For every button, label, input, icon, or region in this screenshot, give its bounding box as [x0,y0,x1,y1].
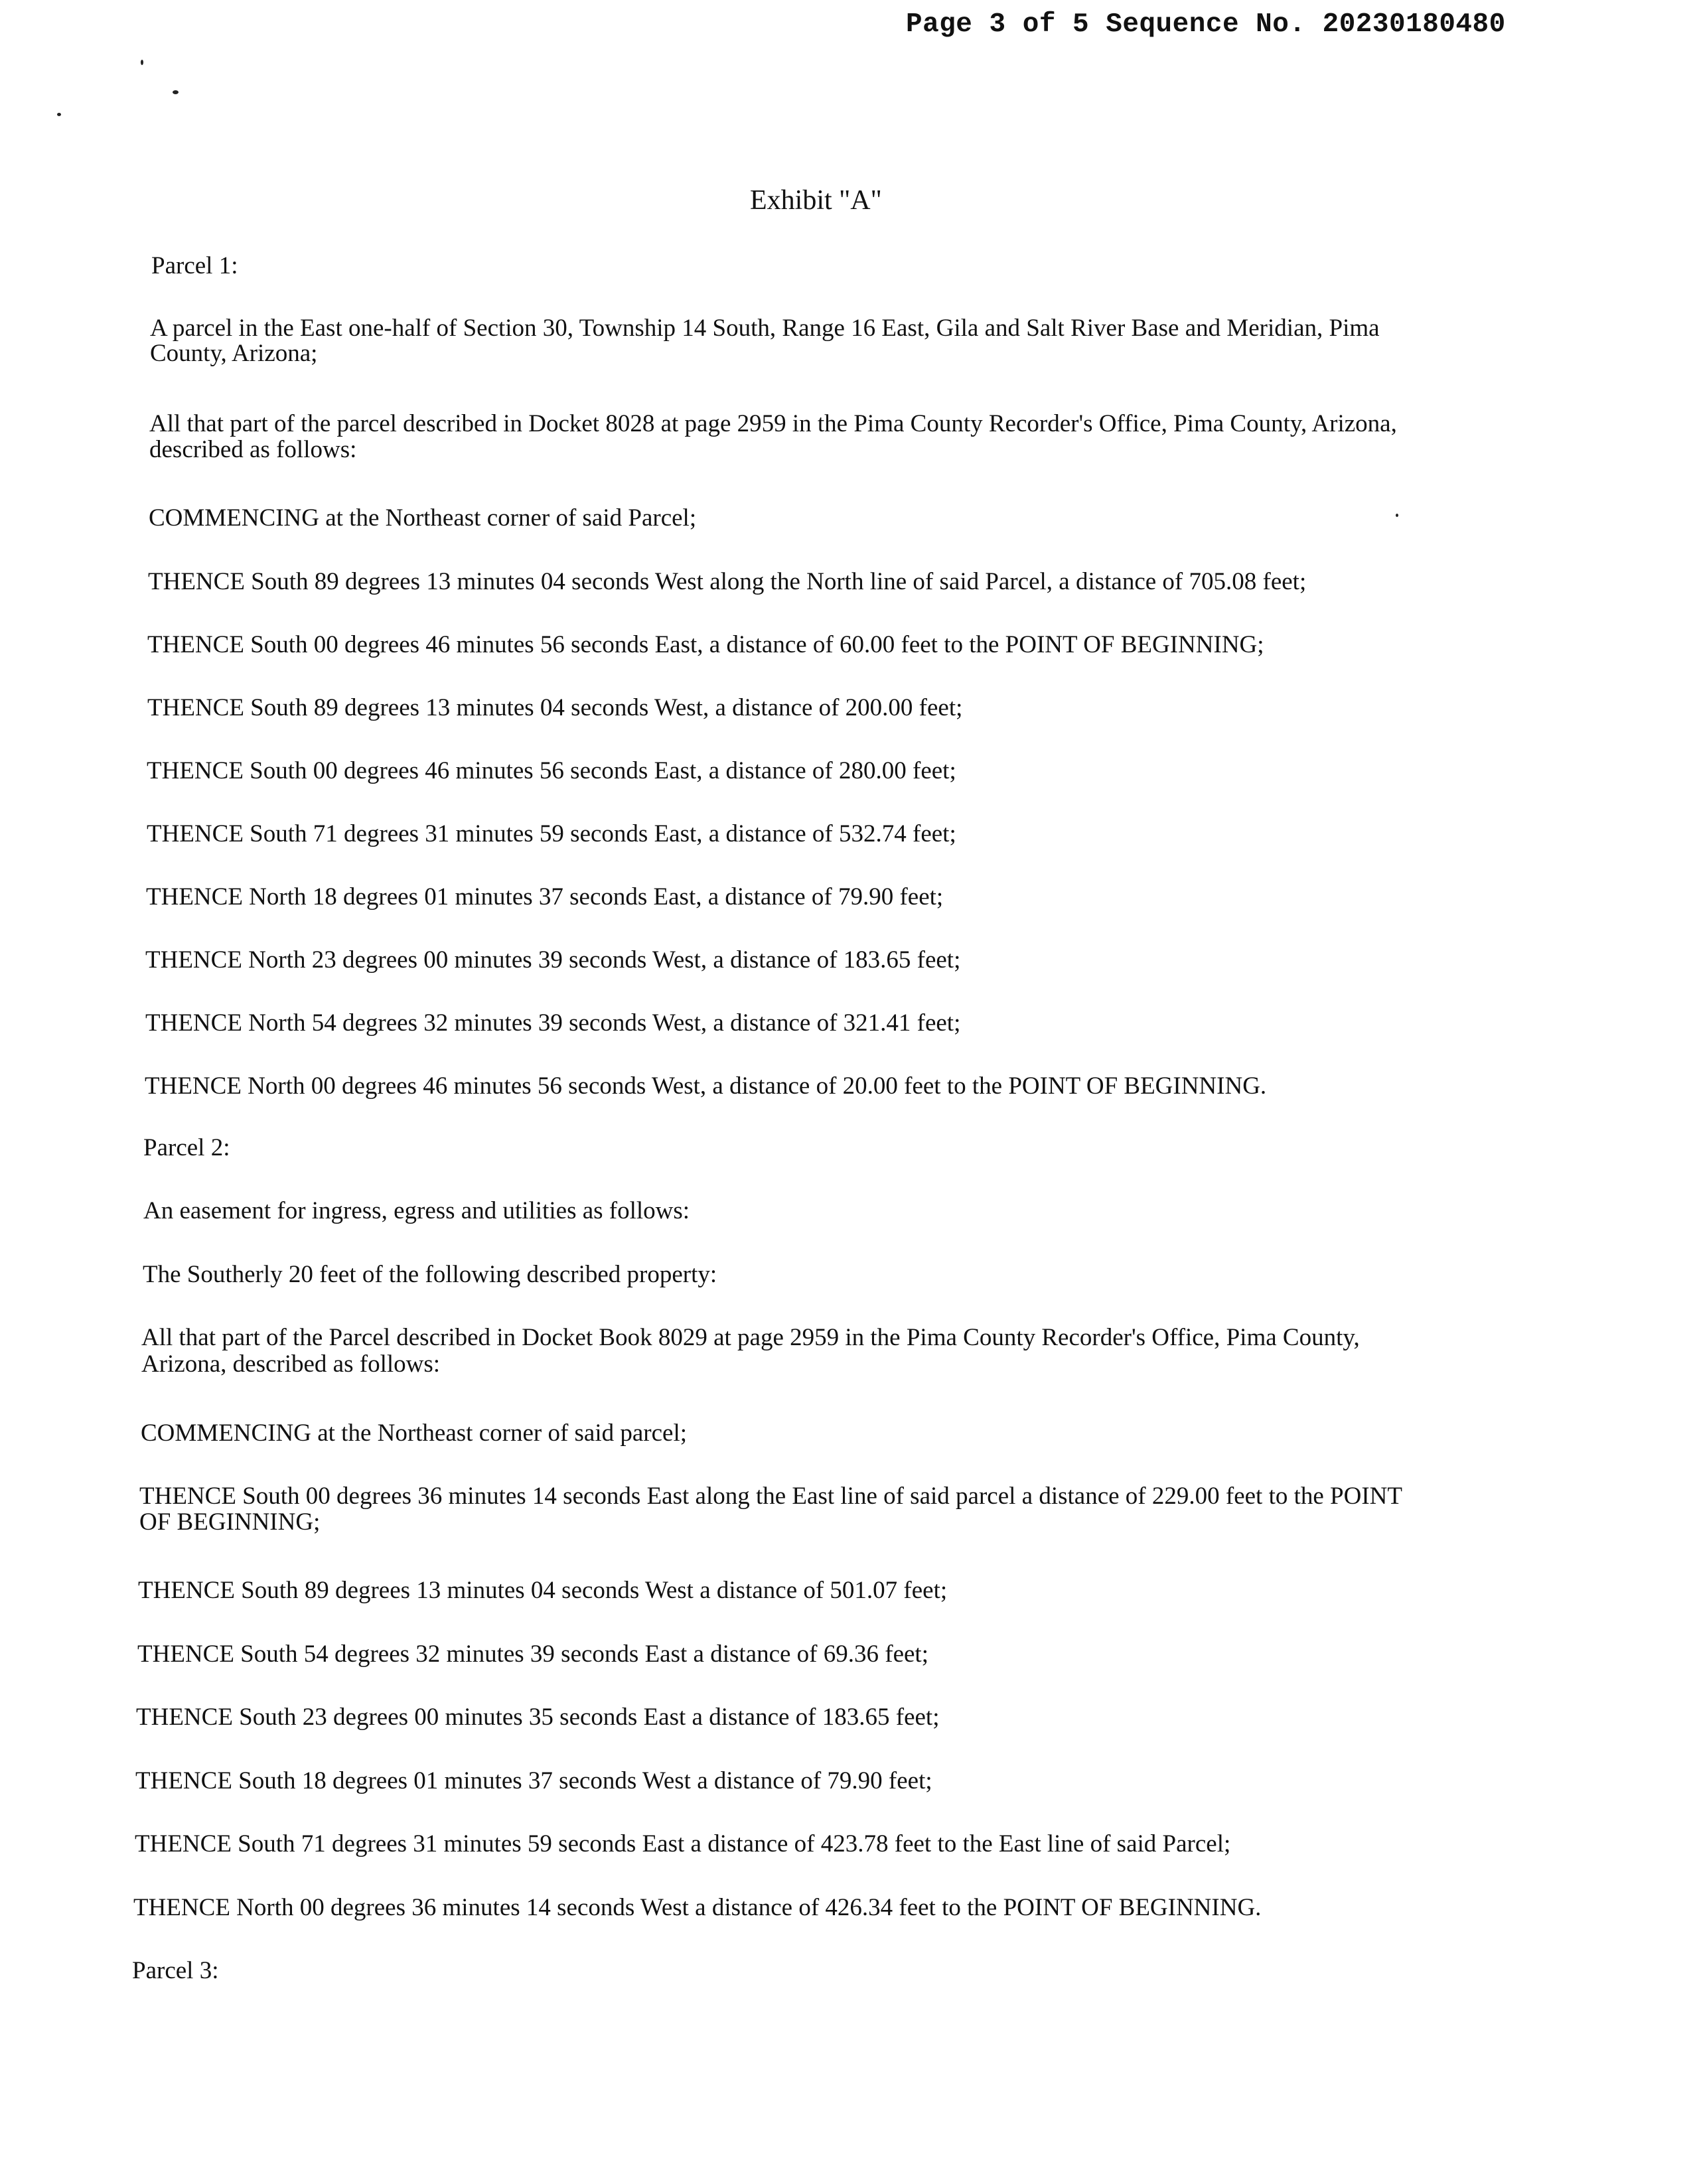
parcel-1-course: THENCE South 71 degrees 31 minutes 59 seconds East, a distance of 532.74 feet; [147,820,956,847]
scan-speck [57,113,61,116]
parcel-2-course: THENCE North 00 degrees 36 minutes 14 seconds West a distance of 426.34 feet to the POINT OF BEGINNING. [133,1894,1262,1921]
parcel-2-course: THENCE South 71 degrees 31 minutes 59 seconds East a distance of 423.78 feet to the East line of said Parcel; [135,1830,1231,1857]
parcel-1-reference: All that part of the parcel described in Docket 8028 at page 2959 in the Pima County Recorder's Office, Pima County, Arizona, [149,410,1397,437]
parcel-1-course: THENCE South 00 degrees 46 minutes 56 seconds East, a distance of 60.00 feet to the POINT OF BEGINNING; [147,631,1264,658]
parcel-1-description: A parcel in the East one-half of Section 30, Township 14 South, Range 16 East, Gila and Salt River Base and Meridian, Pima [150,315,1380,342]
parcel-2-commencing: COMMENCING at the Northeast corner of said parcel; [141,1420,688,1447]
parcel-1-course: THENCE South 89 degrees 13 minutes 04 seconds West along the North line of said Parcel, a distance of 705.08 feet; [148,568,1307,595]
parcel-1-commencing: COMMENCING at the Northeast corner of said Parcel; [149,504,697,532]
parcel-1-course: THENCE North 23 degrees 00 minutes 39 seconds West, a distance of 183.65 feet; [145,946,961,974]
scan-speck [141,60,143,65]
exhibit-title: Exhibit "A" [750,185,882,216]
parcel-2-reference: All that part of the Parcel described in Docket Book 8029 at page 2959 in the Pima County Recorder's Office, Pima County, [141,1324,1360,1351]
parcel-1-course: THENCE North 54 degrees 32 minutes 39 seconds West, a distance of 321.41 feet; [145,1009,961,1037]
parcel-3-heading: Parcel 3: [132,1957,219,1984]
parcel-1-course: THENCE North 00 degrees 46 minutes 56 seconds West, a distance of 20.00 feet to the POINT OF BEGINNING. [145,1072,1267,1100]
parcel-2-course: THENCE South 00 degrees 36 minutes 14 seconds East along the East line of said parcel a distance of 229.00 feet to the POINT [139,1483,1402,1510]
parcel-2-course: OF BEGINNING; [139,1508,321,1536]
scan-speck [1396,514,1398,517]
parcel-2-heading: Parcel 2: [143,1134,230,1161]
parcel-2-course: THENCE South 18 degrees 01 minutes 37 seconds West a distance of 79.90 feet; [135,1767,932,1794]
parcel-2-reference: Arizona, described as follows: [141,1350,441,1378]
parcel-2-course: THENCE South 89 degrees 13 minutes 04 seconds West a distance of 501.07 feet; [138,1577,948,1604]
parcel-1-reference: described as follows: [149,436,357,463]
parcel-1-description: County, Arizona; [150,340,318,367]
parcel-1-course: THENCE South 89 degrees 13 minutes 04 seconds West, a distance of 200.00 feet; [147,694,963,721]
parcel-2-course: THENCE South 54 degrees 32 minutes 39 seconds East a distance of 69.36 feet; [137,1640,928,1668]
parcel-2-course: THENCE South 23 degrees 00 minutes 35 seconds East a distance of 183.65 feet; [136,1704,940,1731]
parcel-1-course: THENCE North 18 degrees 01 minutes 37 seconds East, a distance of 79.90 feet; [146,883,944,910]
parcel-2-easement: An easement for ingress, egress and utilities as follows: [143,1197,690,1224]
scan-speck [173,90,179,94]
parcel-2-easement: The Southerly 20 feet of the following described property: [143,1261,717,1288]
parcel-1-course: THENCE South 00 degrees 46 minutes 56 seconds East, a distance of 280.00 feet; [147,757,956,784]
page-header: Page 3 of 5 Sequence No. 20230180480 [906,9,1506,40]
parcel-1-heading: Parcel 1: [151,252,238,279]
